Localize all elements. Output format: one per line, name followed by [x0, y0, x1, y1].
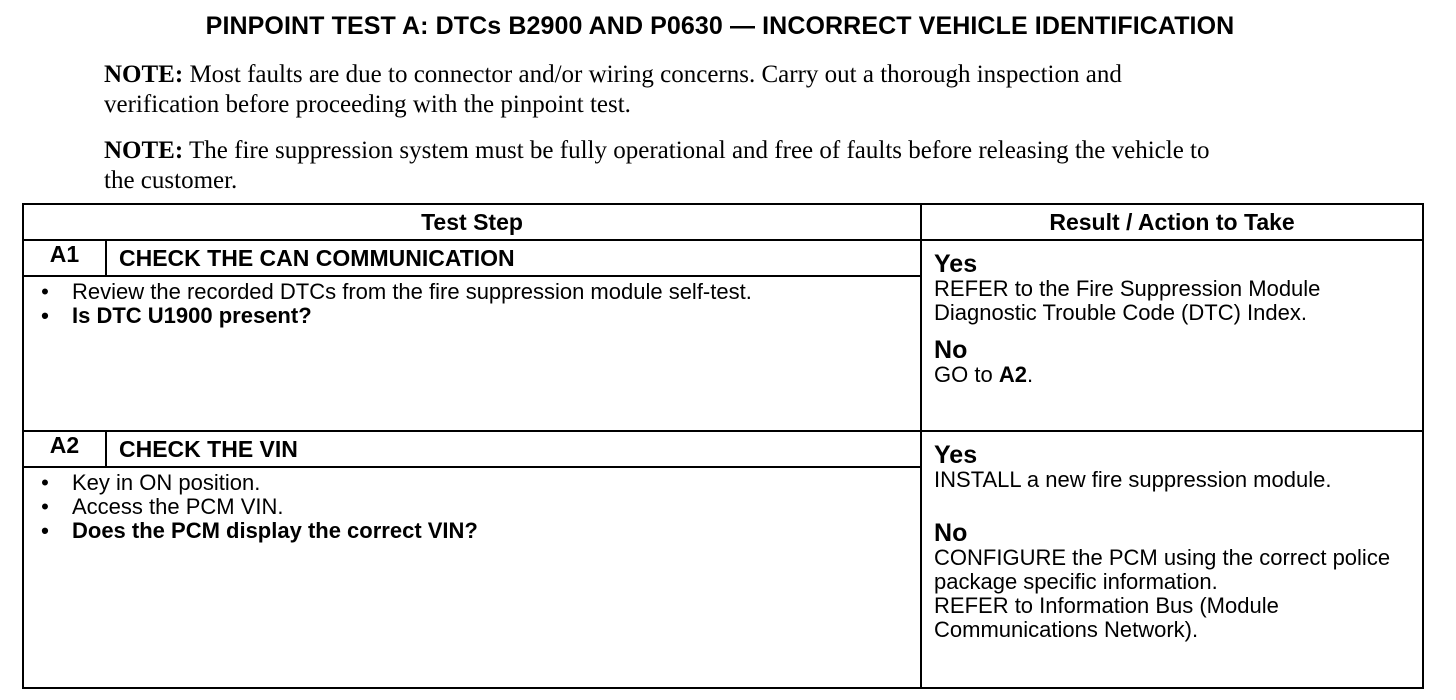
step-a1-body [23, 276, 921, 431]
step-id: A2 [23, 431, 106, 467]
yes-label: Yes [934, 441, 978, 469]
list-item: • Review the recorded DTCs from the fire suppression module self-test. [72, 280, 900, 304]
note-text: The fire suppression system must be fully operational and free of faults before releasing the vehicle to the customer. [104, 137, 1210, 194]
step-a1-result [921, 240, 1423, 431]
list-item: • Key in ON position. [72, 471, 900, 495]
no-action-suffix: . [1026, 362, 1034, 387]
no-action [934, 363, 1412, 387]
pinpoint-test-table [22, 203, 1424, 689]
step-a1-bullets [36, 280, 900, 328]
step-id: A1 [23, 240, 106, 276]
yes-label: Yes [934, 250, 978, 278]
step-a2-body [23, 467, 921, 688]
no-label: No [934, 336, 968, 364]
note-text: Most faults are due to connector and/or wiring concerns. Carry out a thorough inspection and verification before proceeding with the pinpoint test. [104, 61, 1122, 118]
no-action: CONFIGURE the PCM using the correct police package specific information. [934, 545, 1391, 594]
header-result-action: Result / Action to Take [921, 204, 1423, 240]
list-item-question: • Is DTC U1900 present? [72, 304, 900, 328]
note-fire-suppression [104, 136, 1224, 196]
step-a2-result [921, 431, 1423, 688]
no-label: No [934, 519, 968, 547]
no-action-prefix: GO to [934, 362, 999, 387]
step-title: CHECK THE VIN [106, 431, 921, 467]
note-label: NOTE: [104, 137, 184, 164]
step-a1-title-row [23, 240, 1423, 276]
list-item-question: • Does the PCM display the correct VIN? [72, 519, 900, 543]
step-a2-title-row [23, 431, 1423, 467]
header-test-step: Test Step [23, 204, 921, 240]
note-connector-wiring [104, 60, 1224, 120]
list-item: • Access the PCM VIN. [72, 495, 900, 519]
note-label: NOTE: [104, 61, 184, 88]
yes-action: REFER to the Fire Suppression Module Diagnostic Trouble Code (DTC) Index. [934, 276, 1321, 325]
step-a2-bullets [36, 471, 900, 543]
no-action-refer: REFER to Information Bus (Module Communications Network). [934, 593, 1279, 642]
page-title: PINPOINT TEST A: DTCs B2900 AND P0630 — INCORRECT VEHICLE IDENTIFICATION [205, 12, 1235, 40]
goto-step-link: A2 [998, 362, 1027, 387]
step-title: CHECK THE CAN COMMUNICATION [106, 240, 921, 276]
table-header-row [23, 204, 1423, 240]
yes-action: INSTALL a new fire suppression module. [934, 467, 1332, 492]
